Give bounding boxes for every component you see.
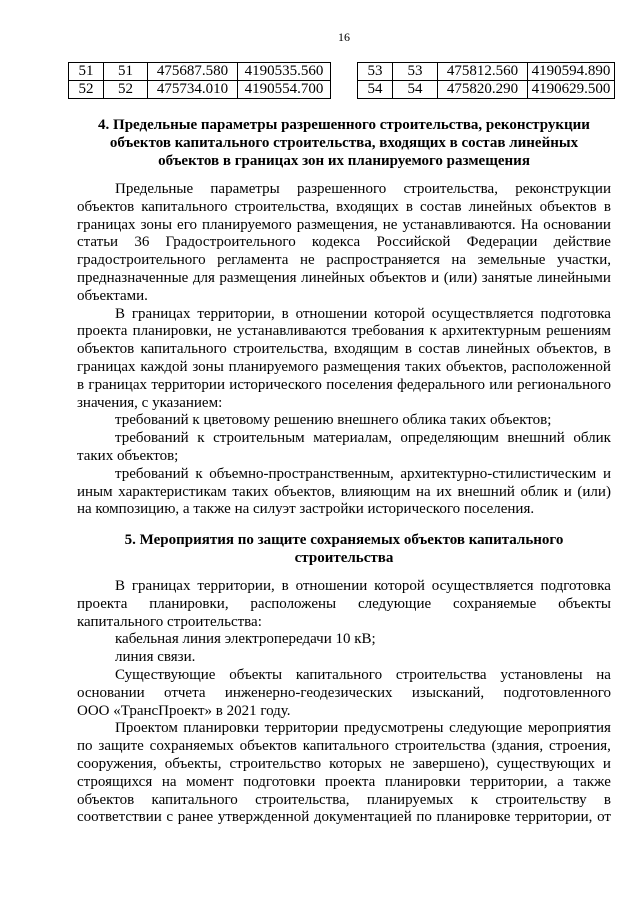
- text-line: [77, 578, 611, 596]
- text-line: [77, 484, 611, 502]
- word: линейных: [466, 341, 531, 358]
- section-4-heading: [77, 117, 611, 170]
- word: границах: [77, 216, 136, 233]
- coordinates-table-left: [68, 62, 331, 99]
- word: отношении: [295, 578, 368, 594]
- table-row: [69, 63, 331, 81]
- text-line: значения, с указанием:: [77, 394, 223, 411]
- paragraph: [77, 578, 611, 631]
- word: решениям: [546, 323, 611, 340]
- word: строительства,: [234, 198, 330, 215]
- word: проекта: [77, 595, 128, 612]
- paragraph: [77, 306, 611, 413]
- word: линейных: [468, 198, 533, 215]
- word: требований: [115, 430, 189, 447]
- word: капитального: [140, 341, 227, 358]
- word: требования: [351, 323, 425, 340]
- heading-line: 4. Предельные параметры разрешенного строительства, реконструкции: [98, 117, 590, 133]
- word: устанавливаются: [237, 323, 347, 340]
- text-line: [77, 809, 611, 827]
- table-cell: 52: [104, 81, 148, 99]
- word: утвержденной: [217, 809, 310, 826]
- word: земельные: [477, 252, 546, 269]
- word: подготовленного: [503, 684, 611, 701]
- text-line: кабельная линия электропередачи 10 кВ;: [115, 631, 376, 648]
- word: подготовки: [243, 773, 316, 790]
- word: границах: [77, 358, 136, 375]
- section-5-heading: [77, 532, 611, 568]
- word: объектов: [77, 341, 135, 358]
- table-cell: 475812.560: [438, 63, 528, 81]
- word: поселения: [326, 376, 393, 393]
- word: территории,: [470, 773, 548, 790]
- word: состав: [418, 341, 461, 358]
- word: строительства: [394, 738, 486, 755]
- word: момент: [186, 773, 234, 790]
- paragraph: [77, 720, 611, 827]
- table-cell: 475734.010: [148, 81, 238, 99]
- coordinates-table-right: [357, 62, 615, 99]
- word: В: [115, 578, 126, 594]
- word: ранее: [177, 809, 214, 826]
- word: объекты,: [164, 755, 222, 772]
- word: к: [470, 791, 479, 808]
- word: документацией: [313, 809, 412, 826]
- word: планируемого: [202, 216, 292, 233]
- text-line: [77, 596, 611, 614]
- word: облик: [573, 430, 611, 447]
- word: объектов: [539, 198, 597, 215]
- text-line: [77, 306, 611, 324]
- word: капитального: [302, 738, 389, 755]
- word: линейными: [537, 269, 611, 286]
- word: планируемых: [366, 791, 454, 808]
- word: завершено),: [412, 755, 489, 772]
- word: строительства: [395, 666, 487, 683]
- table-row: [358, 63, 615, 81]
- word: В: [115, 305, 126, 322]
- word: в: [405, 198, 413, 215]
- text-line: [77, 252, 611, 270]
- text-line: линия связи.: [115, 649, 196, 666]
- paragraph: [77, 412, 611, 430]
- word: не: [299, 252, 315, 269]
- word: их: [436, 483, 452, 500]
- word: На: [520, 216, 539, 233]
- word: (или): [577, 483, 611, 500]
- word: которой: [374, 578, 425, 594]
- word: основании: [77, 684, 145, 701]
- word: параметры: [210, 181, 280, 197]
- word: с: [166, 809, 174, 826]
- word: а: [557, 773, 564, 790]
- word: основании: [543, 216, 611, 233]
- text-line: таких объектов;: [77, 447, 179, 464]
- word: проекта: [324, 773, 376, 790]
- table-cell: 51: [69, 63, 104, 81]
- word: строительство: [229, 755, 322, 772]
- text-line: [77, 234, 611, 252]
- word: следующие: [357, 595, 432, 612]
- word: статьи: [77, 234, 119, 251]
- section-4-body: [77, 181, 611, 519]
- paragraph: [77, 466, 611, 519]
- table-cell: 54: [393, 81, 438, 99]
- text-line: [77, 792, 611, 810]
- word: распространяется: [326, 252, 440, 269]
- table-cell: 4190535.560: [238, 63, 331, 81]
- text-line: капитального строительства:: [77, 613, 262, 630]
- word: (или): [443, 269, 478, 286]
- word: в: [77, 376, 85, 393]
- word: и: [563, 483, 572, 500]
- word: к: [197, 430, 205, 447]
- word: Российской: [376, 234, 451, 251]
- paragraph: [77, 667, 611, 720]
- text-line: [77, 323, 611, 341]
- word: внешний: [507, 430, 565, 447]
- section-5-body: [77, 578, 611, 827]
- word: к: [429, 323, 437, 340]
- word: планировке: [436, 809, 511, 826]
- paragraph: [77, 181, 611, 306]
- word: сохраняемые: [452, 595, 537, 612]
- word: также: [573, 773, 611, 790]
- word: изысканий,: [411, 684, 485, 701]
- word: внешний: [457, 483, 515, 500]
- word: действие: [553, 234, 611, 251]
- word: или: [489, 376, 513, 393]
- word: территории,: [197, 305, 275, 322]
- word: в: [603, 198, 611, 215]
- table-cell: 53: [358, 63, 393, 81]
- word: планировки,: [132, 323, 212, 340]
- word: Существующие: [115, 666, 216, 683]
- text-line: [77, 359, 611, 377]
- word: территории,: [515, 809, 593, 826]
- word: инженерно-геодезических: [224, 684, 393, 701]
- table-row: [69, 81, 331, 99]
- word: капитального: [141, 198, 228, 215]
- word: подготовка: [540, 578, 611, 594]
- word: входящих: [336, 198, 399, 215]
- word: зоны: [192, 358, 224, 375]
- word: планировки: [384, 773, 461, 790]
- word: подготовка: [540, 305, 611, 322]
- word: объектов: [239, 738, 297, 755]
- word: защите: [98, 738, 144, 755]
- word: предусмотрены: [343, 720, 444, 737]
- word: регламента: [217, 252, 289, 269]
- word: объектов,: [446, 358, 507, 375]
- word: от: [597, 809, 611, 826]
- word: расположены: [250, 595, 337, 612]
- word: иным: [77, 483, 113, 500]
- word: архитектурно-стилистическим: [400, 465, 597, 482]
- word: границах: [131, 578, 191, 594]
- table-cell: 52: [69, 81, 104, 99]
- word: строительству: [495, 791, 587, 808]
- text-line: [77, 667, 611, 685]
- text-line: [77, 430, 611, 448]
- word: объемно-пространственным,: [209, 465, 394, 482]
- word: расположенной: [511, 358, 611, 375]
- word: объекты: [229, 666, 283, 683]
- word: на: [451, 252, 467, 269]
- text-line: [77, 377, 611, 395]
- word: на: [596, 666, 611, 683]
- heading-line: объектов капитального строительства, входящих в состав линейных: [109, 134, 579, 151]
- table-cell: 54: [358, 81, 393, 99]
- word: материалам,: [313, 430, 392, 447]
- word: таких: [405, 358, 442, 375]
- table-cell: 51: [104, 63, 148, 81]
- word: по: [416, 809, 432, 826]
- word: следующие: [449, 720, 523, 737]
- paragraph: [77, 430, 611, 466]
- word: требований: [115, 465, 189, 482]
- word: линейных: [301, 269, 365, 286]
- text-line: [77, 466, 611, 484]
- word: строительства,: [403, 181, 498, 197]
- text-line: объектами.: [77, 287, 148, 304]
- text-line: [77, 217, 611, 235]
- word: исторического: [229, 376, 322, 393]
- word: Проектом: [115, 720, 178, 737]
- word: и: [602, 755, 611, 772]
- word: не: [217, 323, 232, 340]
- word: реконструкции: [515, 181, 611, 197]
- table-row: [358, 81, 615, 99]
- word: в: [603, 791, 611, 808]
- word: объектов,: [536, 341, 598, 358]
- word: проекта: [77, 323, 128, 340]
- word: каждой: [140, 358, 188, 375]
- text-line: [77, 199, 611, 217]
- heading-line: строительства: [294, 549, 394, 566]
- table-cell: 475687.580: [148, 63, 238, 81]
- word: осуществляется: [431, 305, 534, 322]
- text-line: [77, 720, 611, 738]
- word: существующих: [496, 755, 595, 772]
- text-line: [77, 341, 611, 359]
- word: размещения: [323, 358, 401, 375]
- word: планировки: [183, 720, 260, 737]
- text-line: [77, 270, 611, 288]
- word: в: [603, 341, 611, 358]
- word: планировки,: [149, 595, 229, 612]
- word: облик: [520, 483, 559, 500]
- word: капитального: [151, 791, 238, 808]
- word: которых: [329, 755, 382, 772]
- word: занятые: [481, 269, 533, 286]
- table-cell: 475820.290: [438, 81, 528, 99]
- word: границах: [88, 376, 147, 393]
- word: границах: [131, 305, 191, 322]
- word: территории: [264, 720, 339, 737]
- table-cell: 4190629.500: [528, 81, 615, 99]
- word: не: [389, 755, 405, 772]
- word: строительства,: [255, 791, 350, 808]
- text-line: ООО «ТрансПроект» в 2021 году.: [77, 702, 291, 719]
- paragraph: [77, 631, 611, 649]
- word: на: [415, 483, 431, 500]
- word: в: [404, 341, 413, 358]
- word: установлены: [500, 666, 583, 683]
- word: строительным: [213, 430, 305, 447]
- word: объектов: [77, 198, 135, 215]
- word: осуществляется: [431, 578, 534, 594]
- word: строительства,: [233, 341, 328, 358]
- word: регионального: [517, 376, 611, 393]
- word: (здания,: [491, 738, 544, 755]
- word: на: [161, 773, 177, 790]
- text-line: [77, 685, 611, 703]
- word: определяющим: [400, 430, 499, 447]
- word: размещения,: [296, 216, 378, 233]
- word: территории,: [197, 578, 275, 594]
- word: градостроительного: [77, 252, 206, 269]
- paragraph: [77, 649, 611, 667]
- word: объектов: [369, 269, 427, 286]
- word: в: [281, 305, 289, 322]
- word: сооружения,: [77, 755, 157, 772]
- text-line: [77, 774, 611, 792]
- word: отношении: [295, 305, 368, 322]
- text-line: [77, 738, 611, 756]
- text-line: требований к цветовому решению внешнего облика таких объектов;: [115, 412, 552, 429]
- word: территории: [151, 376, 225, 393]
- word: Предельные: [115, 181, 194, 197]
- word: зоны: [140, 216, 173, 233]
- text-line: [77, 756, 611, 774]
- word: капитального: [295, 666, 383, 683]
- word: состав: [419, 198, 462, 215]
- word: влияющим: [340, 483, 411, 500]
- word: федерального: [397, 376, 485, 393]
- table-cell: 4190594.890: [528, 63, 615, 81]
- word: строящихся: [77, 773, 153, 790]
- text-line: [77, 181, 611, 199]
- word: предназначенные: [77, 269, 189, 286]
- word: и: [431, 269, 440, 286]
- table-cell: 53: [393, 63, 438, 81]
- heading-line: объектов в границах зон их планируемого размещения: [158, 152, 530, 169]
- word: и: [602, 465, 611, 482]
- word: характеристикам: [118, 483, 227, 500]
- word: мероприятия: [527, 720, 611, 737]
- word: по: [77, 738, 93, 755]
- text-line: на композицию, а также на силуэт застройки исторического поселения.: [77, 501, 535, 518]
- word: объектов,: [274, 483, 336, 500]
- heading-line: 5. Мероприятия по защите сохраняемых объектов капитального: [124, 532, 564, 548]
- word: объекты: [558, 595, 611, 612]
- word: объектов: [77, 791, 135, 808]
- word: участки,: [557, 252, 611, 269]
- page-number: 16: [338, 30, 350, 44]
- word: в: [281, 578, 289, 594]
- word: его: [177, 216, 197, 233]
- word: входящим: [333, 341, 399, 358]
- word: разрешенного: [296, 181, 387, 197]
- word: 36: [134, 234, 150, 251]
- word: таких: [232, 483, 269, 500]
- word: к: [195, 465, 203, 482]
- word: устанавливаются.: [402, 216, 516, 233]
- word: отчета: [164, 684, 206, 701]
- word: соответствии: [77, 809, 162, 826]
- word: Градостроительного: [165, 234, 296, 251]
- word: планируемого: [228, 358, 319, 375]
- word: Федерации: [466, 234, 538, 251]
- table-cell: 4190554.700: [238, 81, 331, 99]
- word: размещения: [219, 269, 297, 286]
- word: архитектурным: [441, 323, 541, 340]
- word: для: [192, 269, 215, 286]
- word: которой: [374, 305, 425, 322]
- word: не: [382, 216, 398, 233]
- word: строения,: [548, 738, 611, 755]
- word: кодекса: [311, 234, 361, 251]
- word: сохраняемых: [149, 738, 234, 755]
